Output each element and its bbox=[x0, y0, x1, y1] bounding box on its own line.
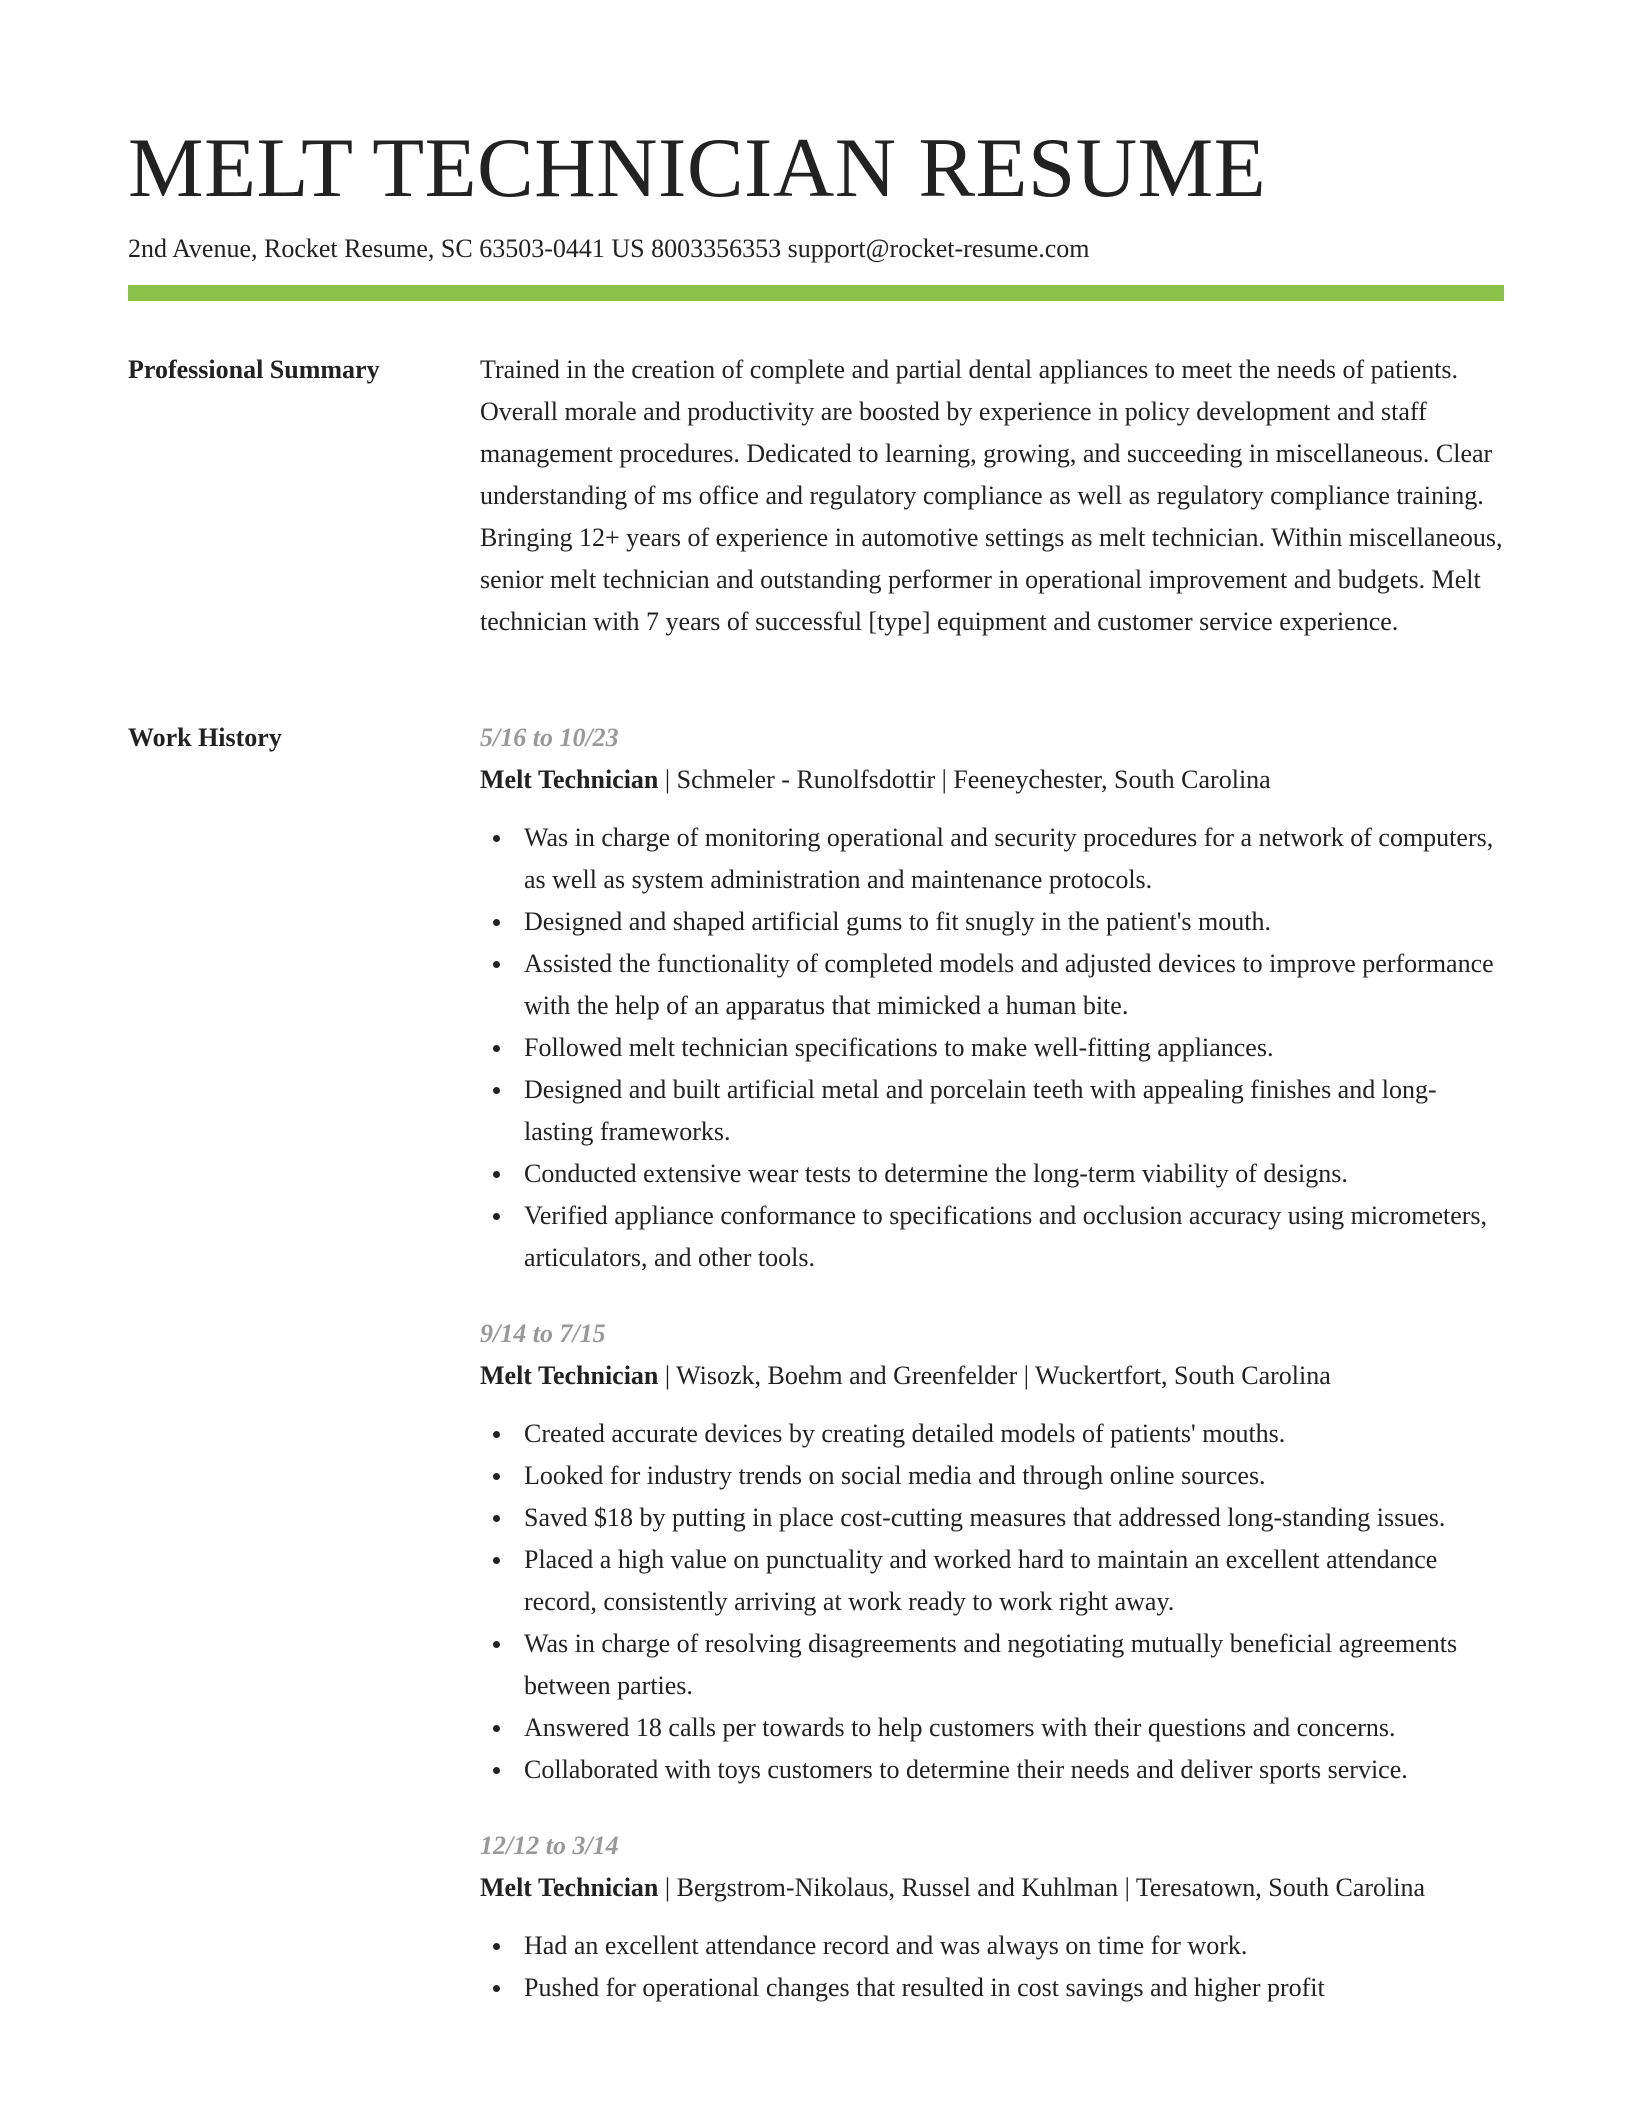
section-label-work-history: Work History bbox=[128, 723, 282, 752]
job-entry bbox=[480, 717, 1504, 1279]
bullet-item: Designed and built artificial metal and porcelain teeth with appealing finishes and long-lasting frameworks. bbox=[524, 1069, 1504, 1153]
bullet-item: Designed and shaped artificial gums to fit snugly in the patient's mouth. bbox=[524, 901, 1504, 943]
bullet-item: Created accurate devices by creating detailed models of patients' mouths. bbox=[524, 1413, 1504, 1455]
job-details: | Schmeler - Runolfsdottir | Feeneychester, South Carolina bbox=[658, 765, 1271, 794]
job-title: Melt Technician bbox=[480, 1873, 659, 1902]
work-history-content bbox=[480, 717, 1504, 2043]
contact-info: 2nd Avenue, Rocket Resume, SC 63503-0441 US 8003356353 support@rocket-resume.com bbox=[128, 234, 1090, 263]
job-details: | Bergstrom-Nikolaus, Russel and Kuhlman | Teresatown, South Carolina bbox=[658, 1873, 1425, 1902]
bullet-item: Saved $18 by putting in place cost-cutting measures that addressed long-standing issues. bbox=[524, 1497, 1504, 1539]
bullet-item: Conducted extensive wear tests to determine the long-term viability of designs. bbox=[524, 1153, 1504, 1195]
summary-text: Trained in the creation of complete and partial dental appliances to meet the needs of patients. Overall morale and productivity are boosted by experience in policy development and staff management procedures. Dedicated to learning, growing, and succeeding in miscellaneous. Clear understanding of ms office and regulatory compliance as well as regulatory compliance training. Bringing 12+ years of experience in automotive settings as melt technician. Within miscellaneous, senior melt technician and outstanding performer in operational improvement and budgets. Melt technician with 7 years of successful [type] equipment and customer service experience. bbox=[480, 355, 1503, 636]
header-divider bbox=[128, 285, 1504, 301]
bullet-item: Verified appliance conformance to specifications and occlusion accuracy using micrometers, articulators, and other tools. bbox=[524, 1195, 1504, 1279]
bullet-item: Answered 18 calls per towards to help customers with their questions and concerns. bbox=[524, 1707, 1504, 1749]
job-date: 5/16 to 10/23 bbox=[480, 723, 619, 752]
job-entry bbox=[480, 1825, 1504, 2009]
summary-content bbox=[480, 349, 1504, 643]
section-label-summary: Professional Summary bbox=[128, 355, 380, 384]
bullet-item: Pushed for operational changes that resulted in cost savings and higher profit bbox=[524, 1967, 1504, 2009]
job-title: Melt Technician bbox=[480, 765, 659, 794]
job-heading bbox=[480, 1867, 1504, 1909]
job-entry bbox=[480, 1313, 1504, 1791]
job-bullets bbox=[480, 1925, 1504, 2009]
bullet-item: Followed melt technician specifications to make well-fitting appliances. bbox=[524, 1027, 1504, 1069]
bullet-item: Was in charge of resolving disagreements and negotiating mutually beneficial agreements between parties. bbox=[524, 1623, 1504, 1707]
job-title: Melt Technician bbox=[480, 1361, 659, 1390]
resume-title: MELT TECHNICIAN RESUME bbox=[128, 121, 1267, 215]
bullet-item: Assisted the functionality of completed models and adjusted devices to improve performance with the help of an apparatus that mimicked a human bite. bbox=[524, 943, 1504, 1027]
bullet-item: Was in charge of monitoring operational and security procedures for a network of computers, as well as system administration and maintenance protocols. bbox=[524, 817, 1504, 901]
job-date: 9/14 to 7/15 bbox=[480, 1319, 606, 1348]
bullet-item: Placed a high value on punctuality and worked hard to maintain an excellent attendance record, consistently arriving at work ready to work right away. bbox=[524, 1539, 1504, 1623]
bullet-item: Looked for industry trends on social media and through online sources. bbox=[524, 1455, 1504, 1497]
job-heading bbox=[480, 759, 1504, 801]
job-details: | Wisozk, Boehm and Greenfelder | Wuckertfort, South Carolina bbox=[658, 1361, 1331, 1390]
bullet-item: Collaborated with toys customers to determine their needs and deliver sports service. bbox=[524, 1749, 1504, 1791]
job-bullets bbox=[480, 817, 1504, 1279]
job-heading bbox=[480, 1355, 1504, 1397]
job-date: 12/12 to 3/14 bbox=[480, 1831, 619, 1860]
bullet-item: Had an excellent attendance record and was always on time for work. bbox=[524, 1925, 1504, 1967]
job-bullets bbox=[480, 1413, 1504, 1791]
